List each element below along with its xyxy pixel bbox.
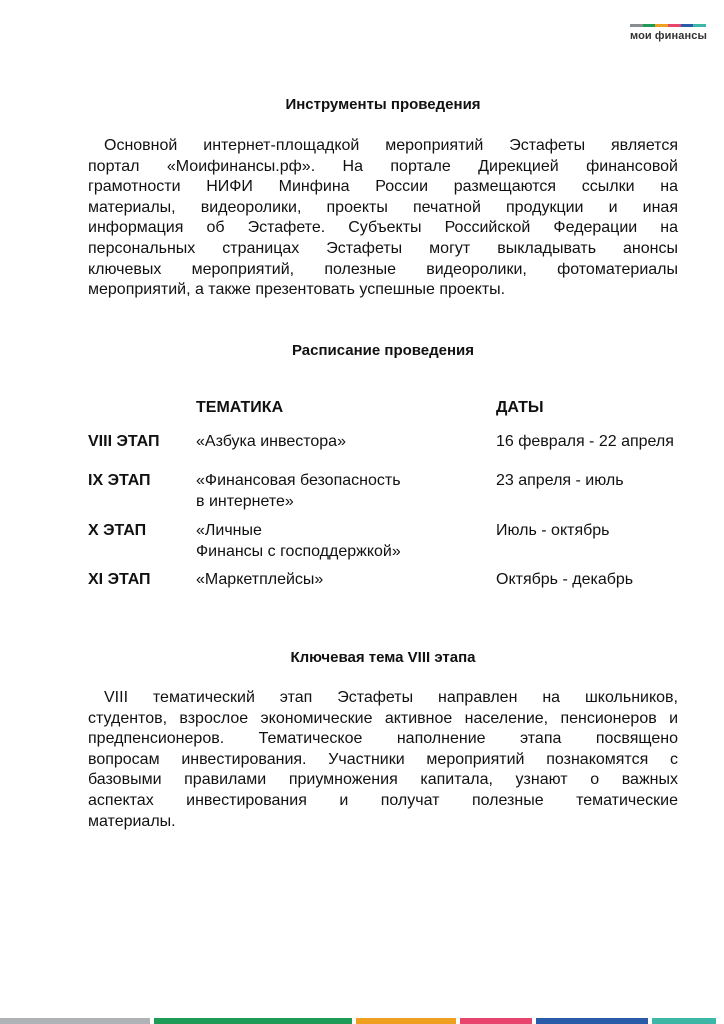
table-header-topic: ТЕМАТИКА (196, 399, 284, 416)
stage-label: X ЭТАП (88, 522, 147, 539)
paragraph-key-topic (88, 688, 678, 832)
paragraph-tools (88, 136, 678, 301)
stage-topic: «Маркетплейсы» (196, 571, 324, 588)
table-header-dates: ДАТЫ (496, 399, 544, 416)
logo-bar-segment-6 (693, 24, 706, 27)
text-line: ключевых мероприятий, полезные видеоролики, фотоматериалы (88, 260, 678, 278)
text-line: грамотности НИФИ Минфина России размещаются ссылки на (88, 178, 678, 196)
logo-text: мои финансы (630, 30, 707, 42)
logo-bar-segment-5 (681, 24, 694, 27)
stage-label: XI ЭТАП (88, 571, 151, 588)
section-heading-tools: Инструменты проведения (285, 96, 481, 113)
logo-bar-segment-2 (643, 24, 656, 27)
stage-dates: Октябрь - декабрь (496, 571, 634, 588)
text-line: предпенсионеров. Тематическое наполнение этапа посвящено (88, 730, 678, 748)
logo-bar-segment-4 (668, 24, 681, 27)
text-line: вопросам инвестирования. Участники мероприятий познакомятся с (88, 750, 678, 768)
footer-bar-segment-1 (0, 1018, 150, 1024)
stage-dates: 16 февраля - 22 апреля (496, 433, 674, 450)
footer-bar-segment-5 (536, 1018, 648, 1024)
text-line: аспектах инвестирования и получат полезные тематические (88, 791, 678, 809)
footer-bar-segment-4 (460, 1018, 532, 1024)
text-line: материалы, видеоролики, проекты печатной продукции и иная (88, 198, 678, 216)
stage-topic: «Личные (196, 522, 262, 539)
stage-label: VIII ЭТАП (88, 433, 160, 450)
logo-bar-segment-1 (630, 24, 643, 27)
text-line: студентов, взрослое экономические активное население, пенсионеров и (88, 709, 678, 727)
footer-bar-segment-2 (154, 1018, 352, 1024)
footer-bar-segment-3 (356, 1018, 456, 1024)
stage-label: IX ЭТАП (88, 472, 151, 489)
footer-color-bar (0, 1018, 724, 1024)
section-heading-schedule: Расписание проведения (291, 342, 475, 359)
stage-topic-line-2: Финансы с господдержкой» (196, 543, 401, 560)
stage-topic-line-2: в интернете» (196, 493, 294, 510)
text-line: базовыми правилами приумножения капитала, узнают о важных (88, 771, 678, 789)
text-line: мероприятий, а также презентовать успешные проекты. (88, 281, 506, 299)
stage-dates: Июль - октябрь (496, 522, 610, 539)
brand-logo (630, 24, 706, 42)
stage-dates: 23 апреля - июль (496, 472, 624, 489)
logo-color-bar (630, 24, 706, 27)
logo-bar-segment-3 (655, 24, 668, 27)
text-line: Основной интернет-площадкой мероприятий Эстафеты является (104, 137, 678, 154)
stage-topic: «Финансовая безопасность (196, 472, 401, 489)
text-line: портал «Моифинансы.рф». На портале Дирекцией финансовой (88, 157, 678, 175)
stage-topic: «Азбука инвестора» (196, 433, 346, 450)
footer-bar-segment-6 (652, 1018, 716, 1024)
text-line: информация об Эстафете. Субъекты Российской Федерации на (88, 219, 678, 237)
text-line: материалы. (88, 812, 176, 830)
text-line: VIII тематический этап Эстафеты направлен на школьников, (104, 689, 678, 706)
text-line: персональных страницах Эстафеты могут выкладывать анонсы (88, 239, 678, 257)
section-heading-key-topic: Ключевая тема VIII этапа (290, 649, 476, 666)
